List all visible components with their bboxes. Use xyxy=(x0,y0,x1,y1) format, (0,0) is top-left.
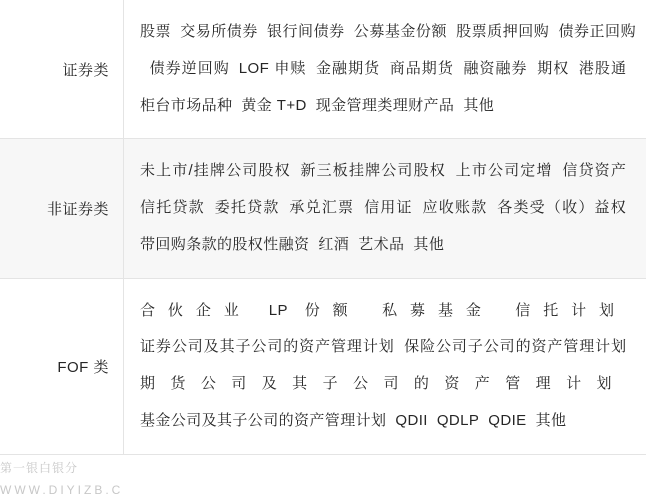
list-item: 其他 xyxy=(413,235,445,253)
list-item: 带回购条款的股权性融资 xyxy=(140,235,310,253)
list-item: 债券逆回购 xyxy=(149,59,230,77)
list-item: 保险公司子公司的资产管理计划 xyxy=(403,338,627,356)
list-item: 上市公司定增 xyxy=(454,162,553,180)
list-item: 公募基金份额 xyxy=(353,23,447,40)
list-item: 期权 xyxy=(536,59,570,77)
list-item: 信贷资产 xyxy=(561,162,627,180)
list-item: 基金公司及其子公司的资产管理计划 xyxy=(140,411,387,429)
list-item: 黄金 T+D xyxy=(241,96,307,114)
list-item: 商品期货 xyxy=(389,59,454,77)
list-item: 委托贷款 xyxy=(213,199,280,216)
list-item: LOF 申赎 xyxy=(238,59,307,77)
list-item: QDIE xyxy=(488,411,527,429)
list-item: 港股通 xyxy=(578,59,627,77)
list-item: 金融期货 xyxy=(315,59,381,77)
row-label-fof: FOF 类 xyxy=(0,279,124,454)
list-item: 融资融券 xyxy=(462,59,528,77)
list-item: 艺术品 xyxy=(358,235,405,253)
list-item: 交易所债券 xyxy=(180,23,258,40)
watermark-line-1: 第一银白银分 xyxy=(0,461,79,475)
list-item: 股票质押回购 xyxy=(455,23,550,40)
watermark xyxy=(0,459,123,497)
list-item: 应收账款 xyxy=(421,199,488,216)
list-item: QDII xyxy=(395,411,428,429)
table-row xyxy=(0,279,646,455)
list-item: 期货公司及其子公司的资产管理计划 xyxy=(140,375,627,392)
row-content-fof xyxy=(124,279,646,454)
list-item: 承兑汇票 xyxy=(288,199,355,216)
list-item: 各类受（收）益权 xyxy=(496,199,627,216)
row-content-non-securities xyxy=(124,139,646,277)
list-item: 信用证 xyxy=(363,199,413,216)
list-item: 现金管理类理财产品 xyxy=(315,96,455,114)
list-item: 新三板挂牌公司股权 xyxy=(299,162,446,180)
list-item: 私募基金 xyxy=(369,301,494,319)
table-row xyxy=(0,0,646,139)
list-item: 合伙企业 LP 份额 xyxy=(140,301,361,319)
list-item: 红酒 xyxy=(318,235,350,253)
list-item: 债券正回购 xyxy=(558,23,636,40)
list-item: QDLP xyxy=(436,411,480,429)
list-item: 其他 xyxy=(463,96,495,114)
list-item: 证券公司及其子公司的资产管理计划 xyxy=(140,338,395,356)
row-label-non-securities: 非证券类 xyxy=(0,139,124,277)
row-content-securities xyxy=(124,0,646,138)
row-label-securities: 证券类 xyxy=(0,0,124,138)
list-item: 股票 xyxy=(140,23,172,40)
list-item: 信托计划 xyxy=(502,301,627,319)
table-row xyxy=(0,139,646,278)
list-item: 其他 xyxy=(535,411,567,429)
list-item: 柜台市场品种 xyxy=(140,96,233,114)
list-item: 未上市/挂牌公司股权 xyxy=(140,162,291,180)
watermark-line-2: WWW.DIYIZB.C xyxy=(0,483,124,497)
list-item: 信托贷款 xyxy=(140,199,205,216)
list-item: 银行间债券 xyxy=(266,23,345,40)
